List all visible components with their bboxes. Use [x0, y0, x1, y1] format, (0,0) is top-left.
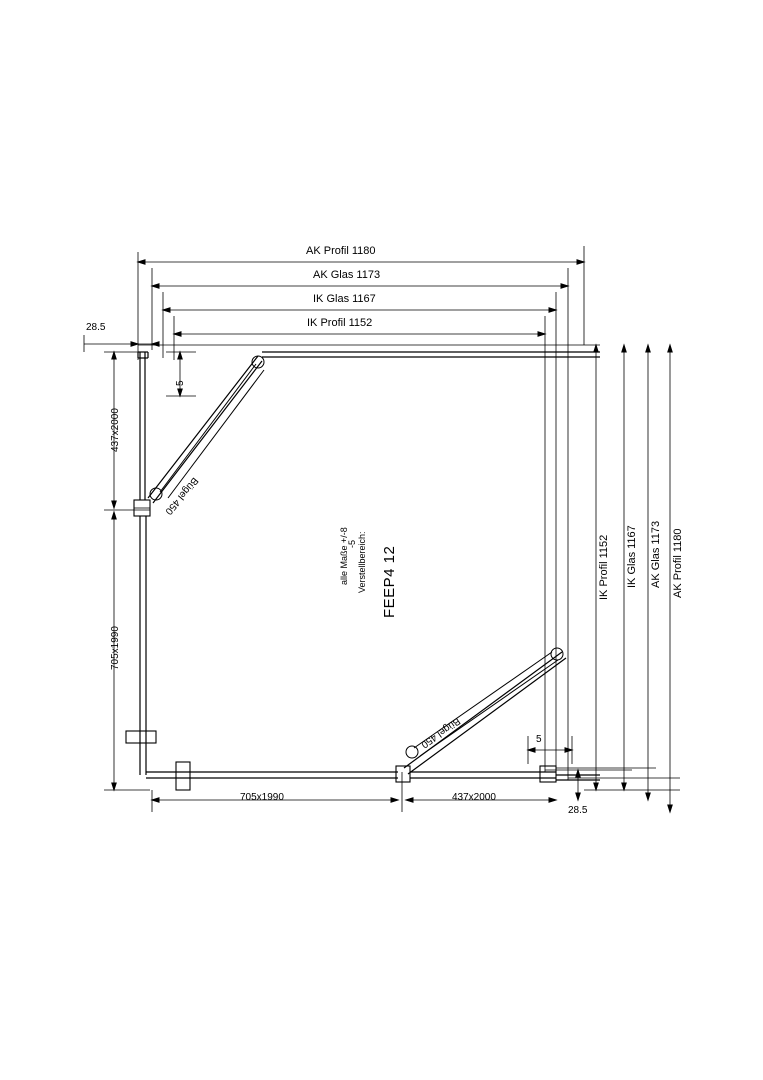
dim-label-ak-profil: AK Profil 1180 — [306, 245, 376, 257]
note-line-3: alle Maße +/-8 — [339, 527, 349, 585]
dim-label-bottom-left: 705x1990 — [240, 792, 284, 803]
note-line-1: Verstellbereich: — [357, 531, 367, 593]
offset-label-top-left: 28.5 — [86, 322, 106, 333]
offset-label-top-left-small: 5 — [175, 380, 186, 386]
brace-label-lower: Bügel 450 — [418, 714, 462, 750]
offset-label-bottom-right: 28.5 — [568, 805, 588, 816]
dim-label-ik-glas-vertical: IK Glas 1167 — [626, 525, 638, 588]
dim-label-ik-profil-vertical: IK Profil 1152 — [598, 534, 610, 600]
dim-label-ak-glas: AK Glas 1173 — [313, 269, 381, 281]
dim-label-bottom-right: 437x2000 — [452, 792, 496, 803]
brace-label-upper: Bügel 450 — [162, 474, 200, 517]
dim-label-left-upper: 437x2000 — [110, 408, 121, 452]
dim-label-ak-glas-vertical: AK Glas 1173 — [650, 520, 662, 588]
dim-label-ik-profil: IK Profil 1152 — [307, 317, 373, 329]
dim-label-ik-glas: IK Glas 1167 — [313, 293, 376, 305]
dim-label-left-lower: 705x1990 — [110, 626, 121, 670]
dim-label-ak-profil-vertical: AK Profil 1180 — [672, 528, 684, 598]
offset-label-bottom-right-small: 5 — [536, 734, 542, 745]
note-line-2: -5 — [347, 539, 357, 548]
model-title: FEEP4 12 — [381, 545, 398, 618]
